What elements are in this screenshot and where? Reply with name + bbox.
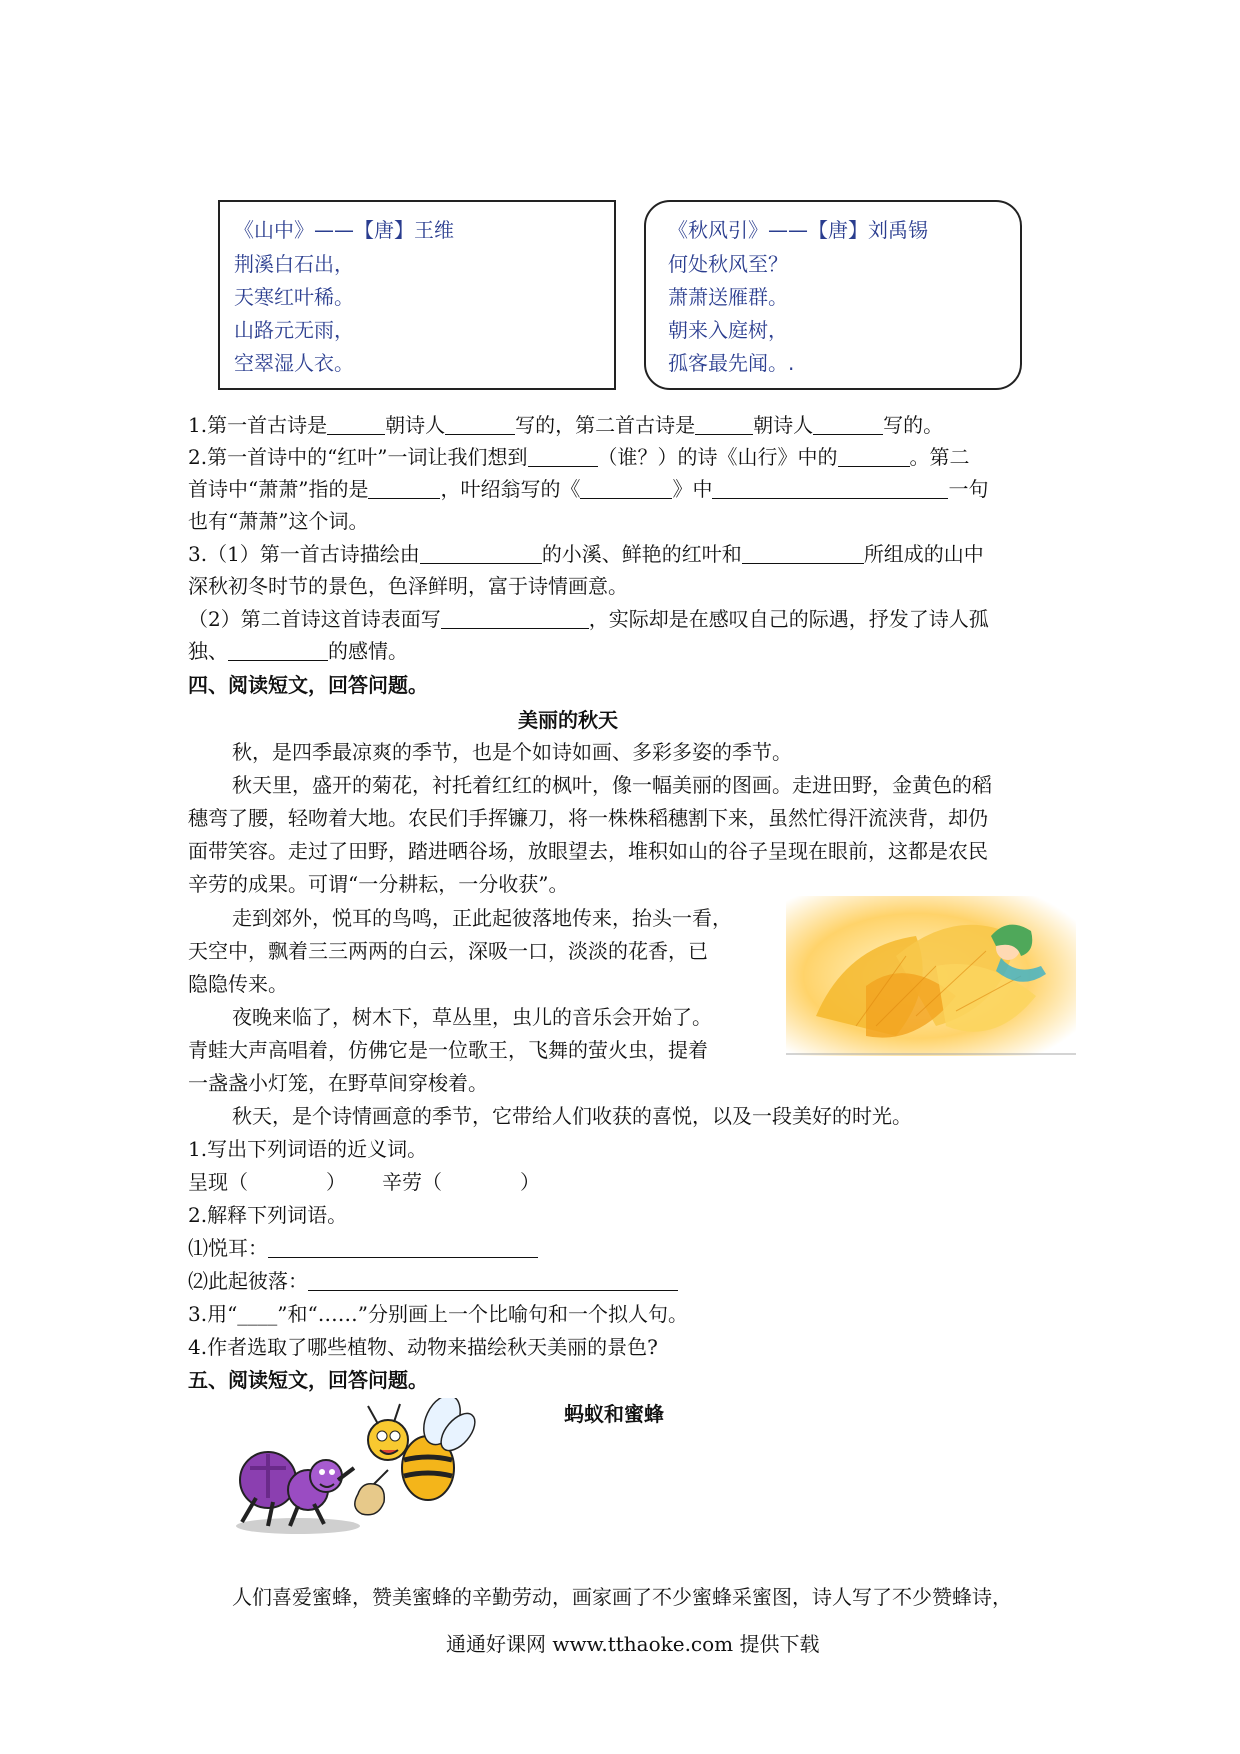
question-4-1: 1.写出下列词语的近义词。 (188, 1137, 428, 1161)
q-text: 写的。 (883, 413, 944, 437)
answer-blank[interactable] (838, 446, 910, 467)
q-text: （2）第二首诗这首诗表面写 (188, 607, 441, 631)
section-heading: 四、阅读短文，回答问题。 (188, 673, 428, 697)
paragraph: 面带笑容。走过了田野，踏进晒谷场，放眼望去，堆积如山的谷子呈现在眼前，这都是农民 (188, 839, 988, 863)
explain-yueer (188, 1233, 538, 1263)
q-text: ，叶绍翁写的《 (440, 477, 581, 501)
q-text: 一句 (948, 477, 989, 501)
explain-ciqibiluo (188, 1266, 678, 1296)
poem-line: 朝来入庭树， (668, 318, 788, 342)
question-4-2: 2.解释下列词语。 (188, 1203, 348, 1227)
paren: ） (326, 1170, 346, 1194)
section-heading: 五、阅读短文，回答问题。 (188, 1368, 428, 1392)
answer-blank[interactable] (712, 478, 948, 499)
question-3-line3 (188, 604, 989, 634)
paragraph: 人们喜爱蜜蜂，赞美蜜蜂的辛勤劳动，画家画了不少蜜蜂采蜜图，诗人写了不少赞蜂诗， (232, 1585, 1012, 1609)
question-3-line4 (188, 636, 408, 666)
q-text: 朝诗人 (385, 413, 446, 437)
synonym-row (188, 1167, 540, 1197)
word-label: ⑴悦耳： (188, 1236, 268, 1260)
paragraph: 秋天里，盛开的菊花，衬托着红红的枫叶，像一幅美丽的图画。走进田野，金黄色的稻 (232, 773, 992, 797)
word-label: 辛劳（ (382, 1170, 442, 1194)
answer-blank[interactable] (368, 478, 440, 499)
poem-line: 何处秋风至？ (668, 252, 788, 276)
q-text: 首诗中“萧萧”指的是 (188, 477, 369, 501)
answer-blank[interactable] (580, 478, 672, 499)
q-text: 。第二 (909, 445, 970, 469)
q-text: （谁？）的诗《山行》中的 (597, 445, 838, 469)
q-text: 朝诗人 (753, 413, 814, 437)
question-3-line1 (188, 539, 984, 569)
q-text: 1.第一首古诗是 (188, 413, 328, 437)
poem-title: 《山中》——【唐】王维 (234, 218, 454, 242)
answer-blank[interactable] (308, 1270, 678, 1291)
paragraph: 夜晚来临了，树木下，草丛里，虫儿的音乐会开始了。 (232, 1005, 712, 1029)
question-4-3: 3.用“____”和“……”分别画上一个比喻句和一个拟人句。 (188, 1302, 688, 1326)
question-2-line2 (188, 474, 988, 504)
q-text: ，实际却是在感叹自己的际遇，抒发了诗人孤 (588, 607, 989, 631)
q-text: 的小溪、鲜艳的红叶和 (541, 542, 742, 566)
answer-blank[interactable] (268, 1237, 538, 1258)
answer-blank[interactable] (813, 414, 883, 435)
poem-line: 孤客最先闻。. (668, 351, 795, 375)
paragraph: 天空中，飘着三三两两的白云，深吸一口，淡淡的花香，已 (188, 939, 708, 963)
paragraph: 秋，是四季最凉爽的季节，也是个如诗如画、多彩多姿的季节。 (232, 740, 792, 764)
poem-line: 荆溪白石出， (234, 252, 354, 276)
answer-blank[interactable] (228, 640, 328, 661)
question-2-line3: 也有“萧萧”这个词。 (188, 509, 369, 533)
word-label: 呈现（ (188, 1170, 248, 1194)
poem-line: 萧萧送雁群。 (668, 285, 788, 309)
q-text: 独、 (188, 639, 228, 663)
question-1 (188, 410, 943, 440)
question-2-line1 (188, 442, 970, 472)
word-label: ⑵此起彼落： (188, 1269, 308, 1293)
question-3-line2: 深秋初冬时节的景色，色泽鲜明，富于诗情画意。 (188, 574, 628, 598)
paren: ） (520, 1170, 540, 1194)
ant-figure (240, 1452, 354, 1526)
answer-blank[interactable] (528, 446, 598, 467)
poem-title: 《秋风引》——【唐】刘禹锡 (668, 218, 928, 242)
poem-line: 天寒红叶稀。 (234, 285, 354, 309)
q-text: 所组成的山中 (863, 542, 984, 566)
answer-blank[interactable] (445, 414, 515, 435)
q-text: 2.第一首诗中的“红叶”一词让我们想到 (188, 445, 528, 469)
question-4-4: 4.作者选取了哪些植物、动物来描绘秋天美丽的景色? (188, 1335, 658, 1359)
autumn-leaves-illustration (786, 896, 1076, 1056)
answer-blank[interactable] (742, 543, 864, 564)
poem-box-shanzhong (218, 200, 616, 390)
paragraph: 青蛙大声高唱着，仿佛它是一位歌王，飞舞的萤火虫，提着 (188, 1038, 708, 1062)
paragraph: 穗弯了腰，轻吻着大地。农民们手挥镰刀，将一株株稻穗割下来，虽然忙得汗流浃背，却仍 (188, 806, 988, 830)
q-text: 》中 (672, 477, 713, 501)
q-text: 的感情。 (328, 639, 408, 663)
paragraph: 辛劳的成果。可谓“一分耕耘，一分收获”。 (188, 872, 569, 896)
ant-and-bee-illustration (228, 1398, 488, 1538)
passage-title: 美丽的秋天 (518, 708, 618, 732)
page-footer: 通通好课网 www.tthaoke.com 提供下载 (446, 1632, 820, 1656)
answer-blank[interactable] (420, 543, 542, 564)
answer-blank[interactable] (327, 414, 385, 435)
poem-line: 山路元无雨， (234, 318, 354, 342)
paragraph: 隐隐传来。 (188, 972, 288, 996)
answer-blank[interactable] (695, 414, 753, 435)
q-text: 写的，第二首古诗是 (515, 413, 696, 437)
answer-blank[interactable] (441, 608, 589, 629)
paragraph: 秋天，是个诗情画意的季节，它带给人们收获的喜悦，以及一段美好的时光。 (232, 1104, 912, 1128)
q-text: 3.（1）第一首古诗描绘由 (188, 542, 420, 566)
paragraph: 走到郊外，悦耳的鸟鸣，正此起彼落地传来，抬头一看， (232, 906, 732, 930)
passage-title: 蚂蚁和蜜蜂 (564, 1402, 664, 1426)
poem-box-qiufengyin (644, 200, 1022, 390)
poem-line: 空翠湿人衣。 (234, 351, 354, 375)
bee-figure (355, 1398, 482, 1515)
paragraph: 一盏盏小灯笼，在野草间穿梭着。 (188, 1071, 488, 1095)
